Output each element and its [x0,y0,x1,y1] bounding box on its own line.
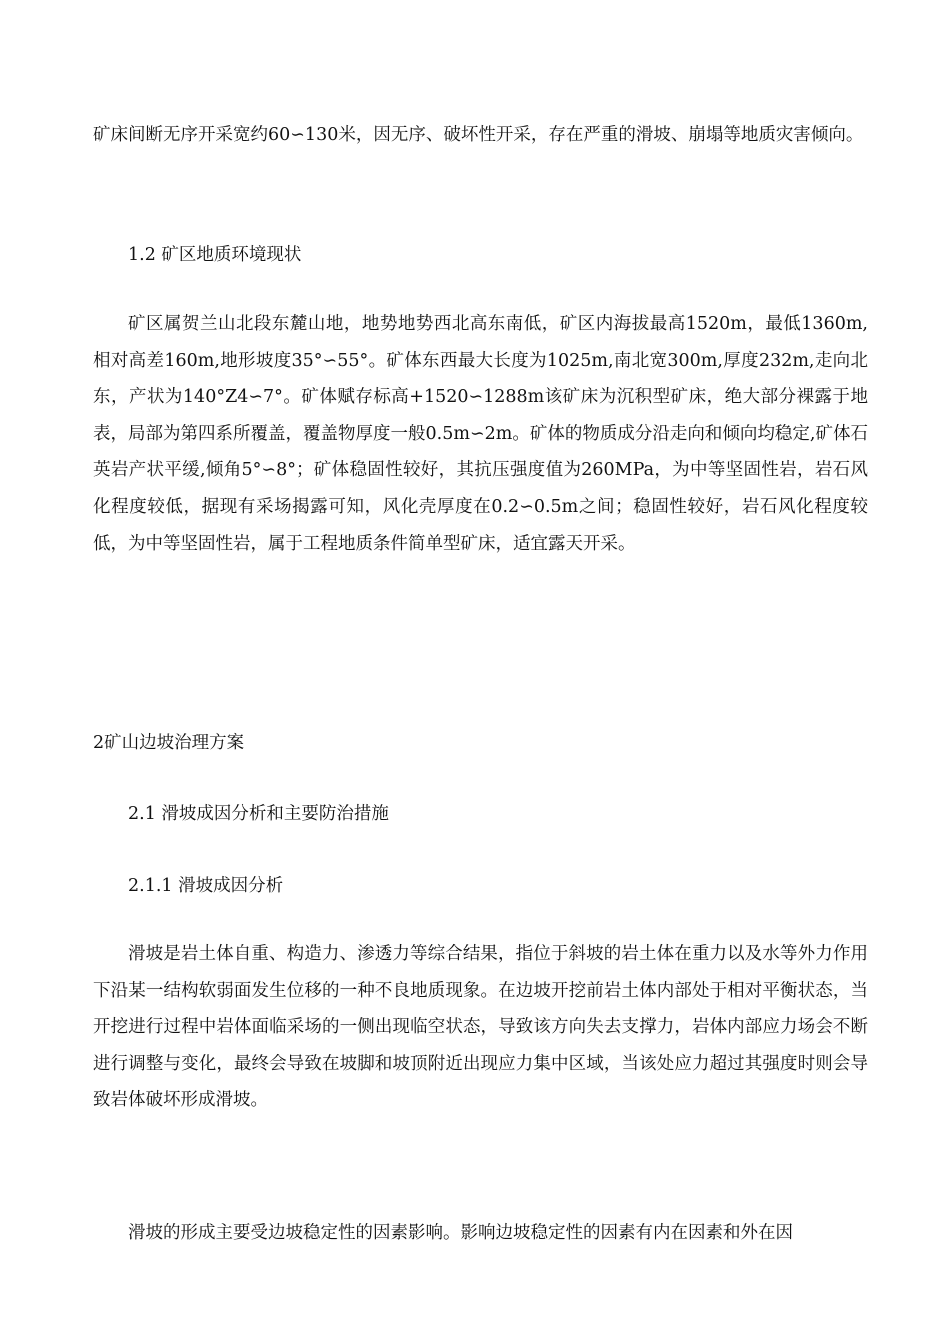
section-heading-2-1-1: 2.1.1 滑坡成因分析 [128,876,284,896]
paragraph-landslide-cause: 滑坡是岩土体自重、构造力、渗透力等综合结果，指位于斜坡的岩土体在重力以及水等外力作用下沿某一结构软弱面发生位移的一种不良地质现象。在边坡开挖前岩土体内部处于相对平衡状态，当开挖进行过程中岩体面临采场的一侧出现临空状态，导致该方向失去支撑力，岩体内部应力场会不断进行调整与变化，最终会导致在坡脚和坡顶附近出现应力集中区域，当该处应力超过其强度时则会导致岩体破坏形成滑坡。 [93,944,868,1111]
paragraph-continued: 矿床间断无序开采宽约60∽130米，因无序、破坏性开采，存在严重的滑坡、崩塌等地质灾害倾向。 [93,125,864,145]
section-heading-1-2: 1.2 矿区地质环境现状 [128,245,302,265]
section-heading-2: 2矿山边坡治理方案 [93,733,245,753]
paragraph-mine-geology: 矿区属贺兰山北段东麓山地，地势地势西北高东南低，矿区内海拔最高1520m，最低1360m,相对高差160m,地形坡度35°∽55°。矿体东西最大长度为1025m,南北宽300m,厚度232m,走向北东，产状为140°Z4∽7°。矿体赋存标高+1520∽1288m该矿床为沉积型矿床，绝大部分裸露于地表，局部为第四系所覆盖，覆盖物厚度一般0.5m∽2m。矿体的物质成分沿走向和倾向均稳定,矿体石英岩产状平缓,倾角5°∽8°；矿体稳固性较好，其抗压强度值为260MPa，为中等坚固性岩，岩石风化程度较低，据现有采场揭露可知，风化壳厚度在0.2∽0.5m之间；稳固性较好，岩石风化程度较低，为中等坚固性岩，属于工程地质条件简单型矿床，适宜露天开采。 [93,314,868,554]
paragraph-stability-factors: 滑坡的形成主要受边坡稳定性的因素影响。影响边坡稳定性的因素有内在因素和外在因 [128,1223,793,1243]
section-heading-2-1: 2.1 滑坡成因分析和主要防治措施 [128,804,389,824]
